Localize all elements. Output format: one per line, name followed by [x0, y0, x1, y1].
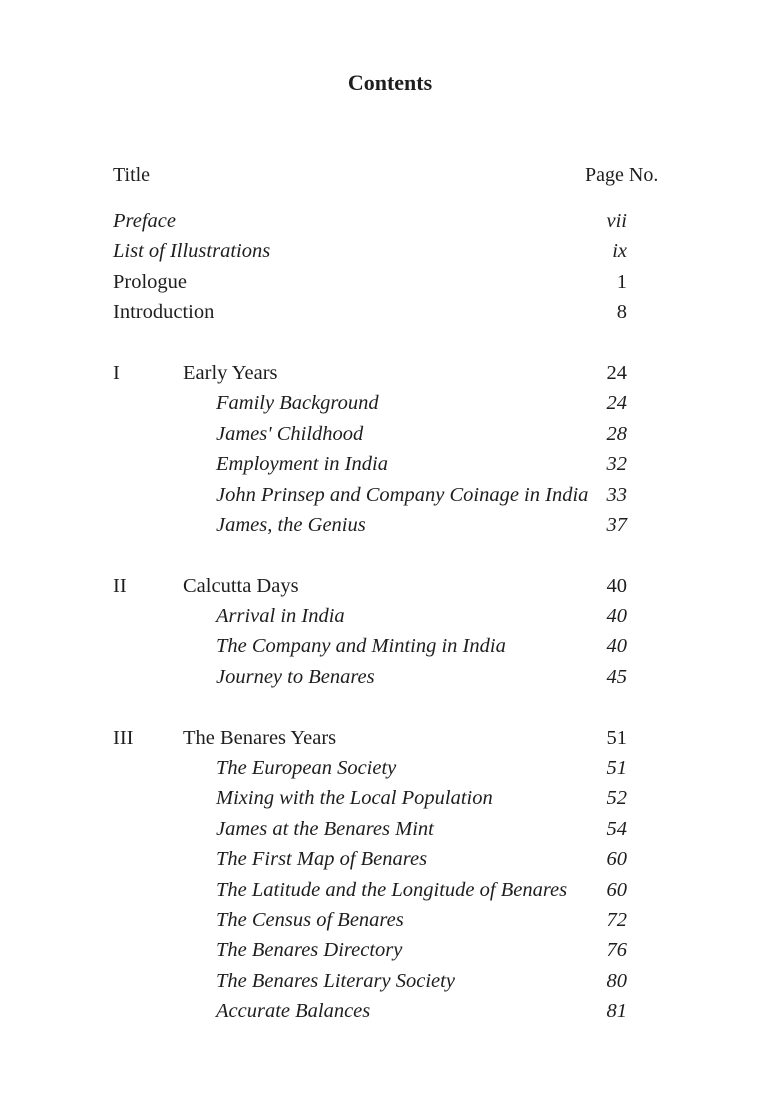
chapter-title: The Benares Years [183, 726, 337, 749]
section-page: 76 [606, 939, 627, 962]
entry-title: Prologue [113, 270, 188, 293]
section-title: James, the Genius [216, 513, 366, 536]
table-of-contents [113, 206, 633, 1027]
chapter-number: II [113, 574, 127, 597]
chapter-entry [113, 358, 633, 388]
section-page: 54 [606, 817, 627, 840]
section-page: 32 [606, 453, 627, 476]
spacer [113, 692, 633, 722]
section-page: 24 [606, 392, 627, 415]
spacer [113, 540, 633, 570]
page-title: Contents [347, 70, 433, 95]
section-page: 80 [606, 969, 627, 992]
section-title: The Benares Directory [216, 939, 403, 962]
section-page: 40 [606, 635, 627, 658]
section-title: The Census of Benares [216, 908, 404, 931]
section-entry [113, 480, 633, 510]
entry-page: vii [606, 210, 627, 232]
section-entry [113, 449, 633, 479]
section-title: Journey to Benares [216, 665, 375, 688]
section-title: Arrival in India [216, 605, 345, 628]
section-entry [113, 662, 633, 692]
chapter-title: Early Years [183, 361, 278, 384]
entry-title: Preface [113, 210, 176, 232]
chapter-entry [113, 723, 633, 753]
section-page: 40 [606, 605, 627, 628]
entry-page: 1 [616, 270, 627, 293]
toc-entry [113, 297, 633, 327]
spacer [113, 328, 633, 358]
section-title: Mixing with the Local Population [216, 787, 493, 810]
column-header-page: Page No. [585, 164, 659, 186]
section-page: 28 [606, 422, 627, 445]
chapter-entry [113, 571, 633, 601]
section-page: 33 [606, 483, 627, 506]
section-title: The Benares Literary Society [216, 969, 455, 992]
section-title: The First Map of Benares [216, 848, 428, 871]
section-title: James' Childhood [216, 422, 364, 445]
chapter-number: I [113, 361, 120, 384]
toc-entry [113, 206, 633, 236]
section-title: John Prinsep and Company Coinage in India [216, 483, 589, 506]
section-entry [113, 753, 633, 783]
section-entry [113, 905, 633, 935]
section-entry [113, 419, 633, 449]
section-entry [113, 631, 633, 661]
entry-page: 8 [616, 301, 627, 324]
section-entry [113, 601, 633, 631]
section-entry [113, 935, 633, 965]
section-entry [113, 966, 633, 996]
section-entry [113, 783, 633, 813]
section-title: Family Background [216, 392, 379, 415]
section-title: Employment in India [216, 453, 388, 476]
section-title: The Company and Minting in India [216, 635, 506, 658]
section-page: 51 [606, 757, 627, 780]
chapter-title: Calcutta Days [183, 574, 299, 597]
section-page: 60 [606, 878, 627, 901]
section-entry [113, 996, 633, 1026]
section-title: The European Society [216, 757, 397, 780]
section-page: 52 [606, 787, 627, 810]
section-title: The Latitude and the Longitude of Benares [216, 878, 568, 901]
section-entry [113, 814, 633, 844]
chapter-page: 40 [606, 574, 627, 597]
section-title: Accurate Balances [216, 1000, 371, 1023]
toc-entry [113, 236, 633, 266]
entry-title: List of Illustrations [113, 240, 271, 263]
section-page: 45 [606, 665, 627, 688]
section-title: James at the Benares Mint [216, 817, 434, 840]
chapter-page: 51 [606, 726, 627, 749]
section-page: 60 [606, 848, 627, 871]
column-header-title: Title [113, 164, 151, 186]
section-page: 72 [606, 908, 627, 931]
toc-entry [113, 267, 633, 297]
chapter-number: III [113, 726, 134, 749]
section-entry [113, 844, 633, 874]
section-page: 81 [606, 1000, 627, 1023]
section-entry [113, 510, 633, 540]
section-entry [113, 875, 633, 905]
section-entry [113, 388, 633, 418]
section-page: 37 [606, 513, 627, 536]
chapter-page: 24 [606, 361, 627, 384]
entry-page: ix [612, 240, 627, 263]
entry-title: Introduction [113, 301, 215, 324]
